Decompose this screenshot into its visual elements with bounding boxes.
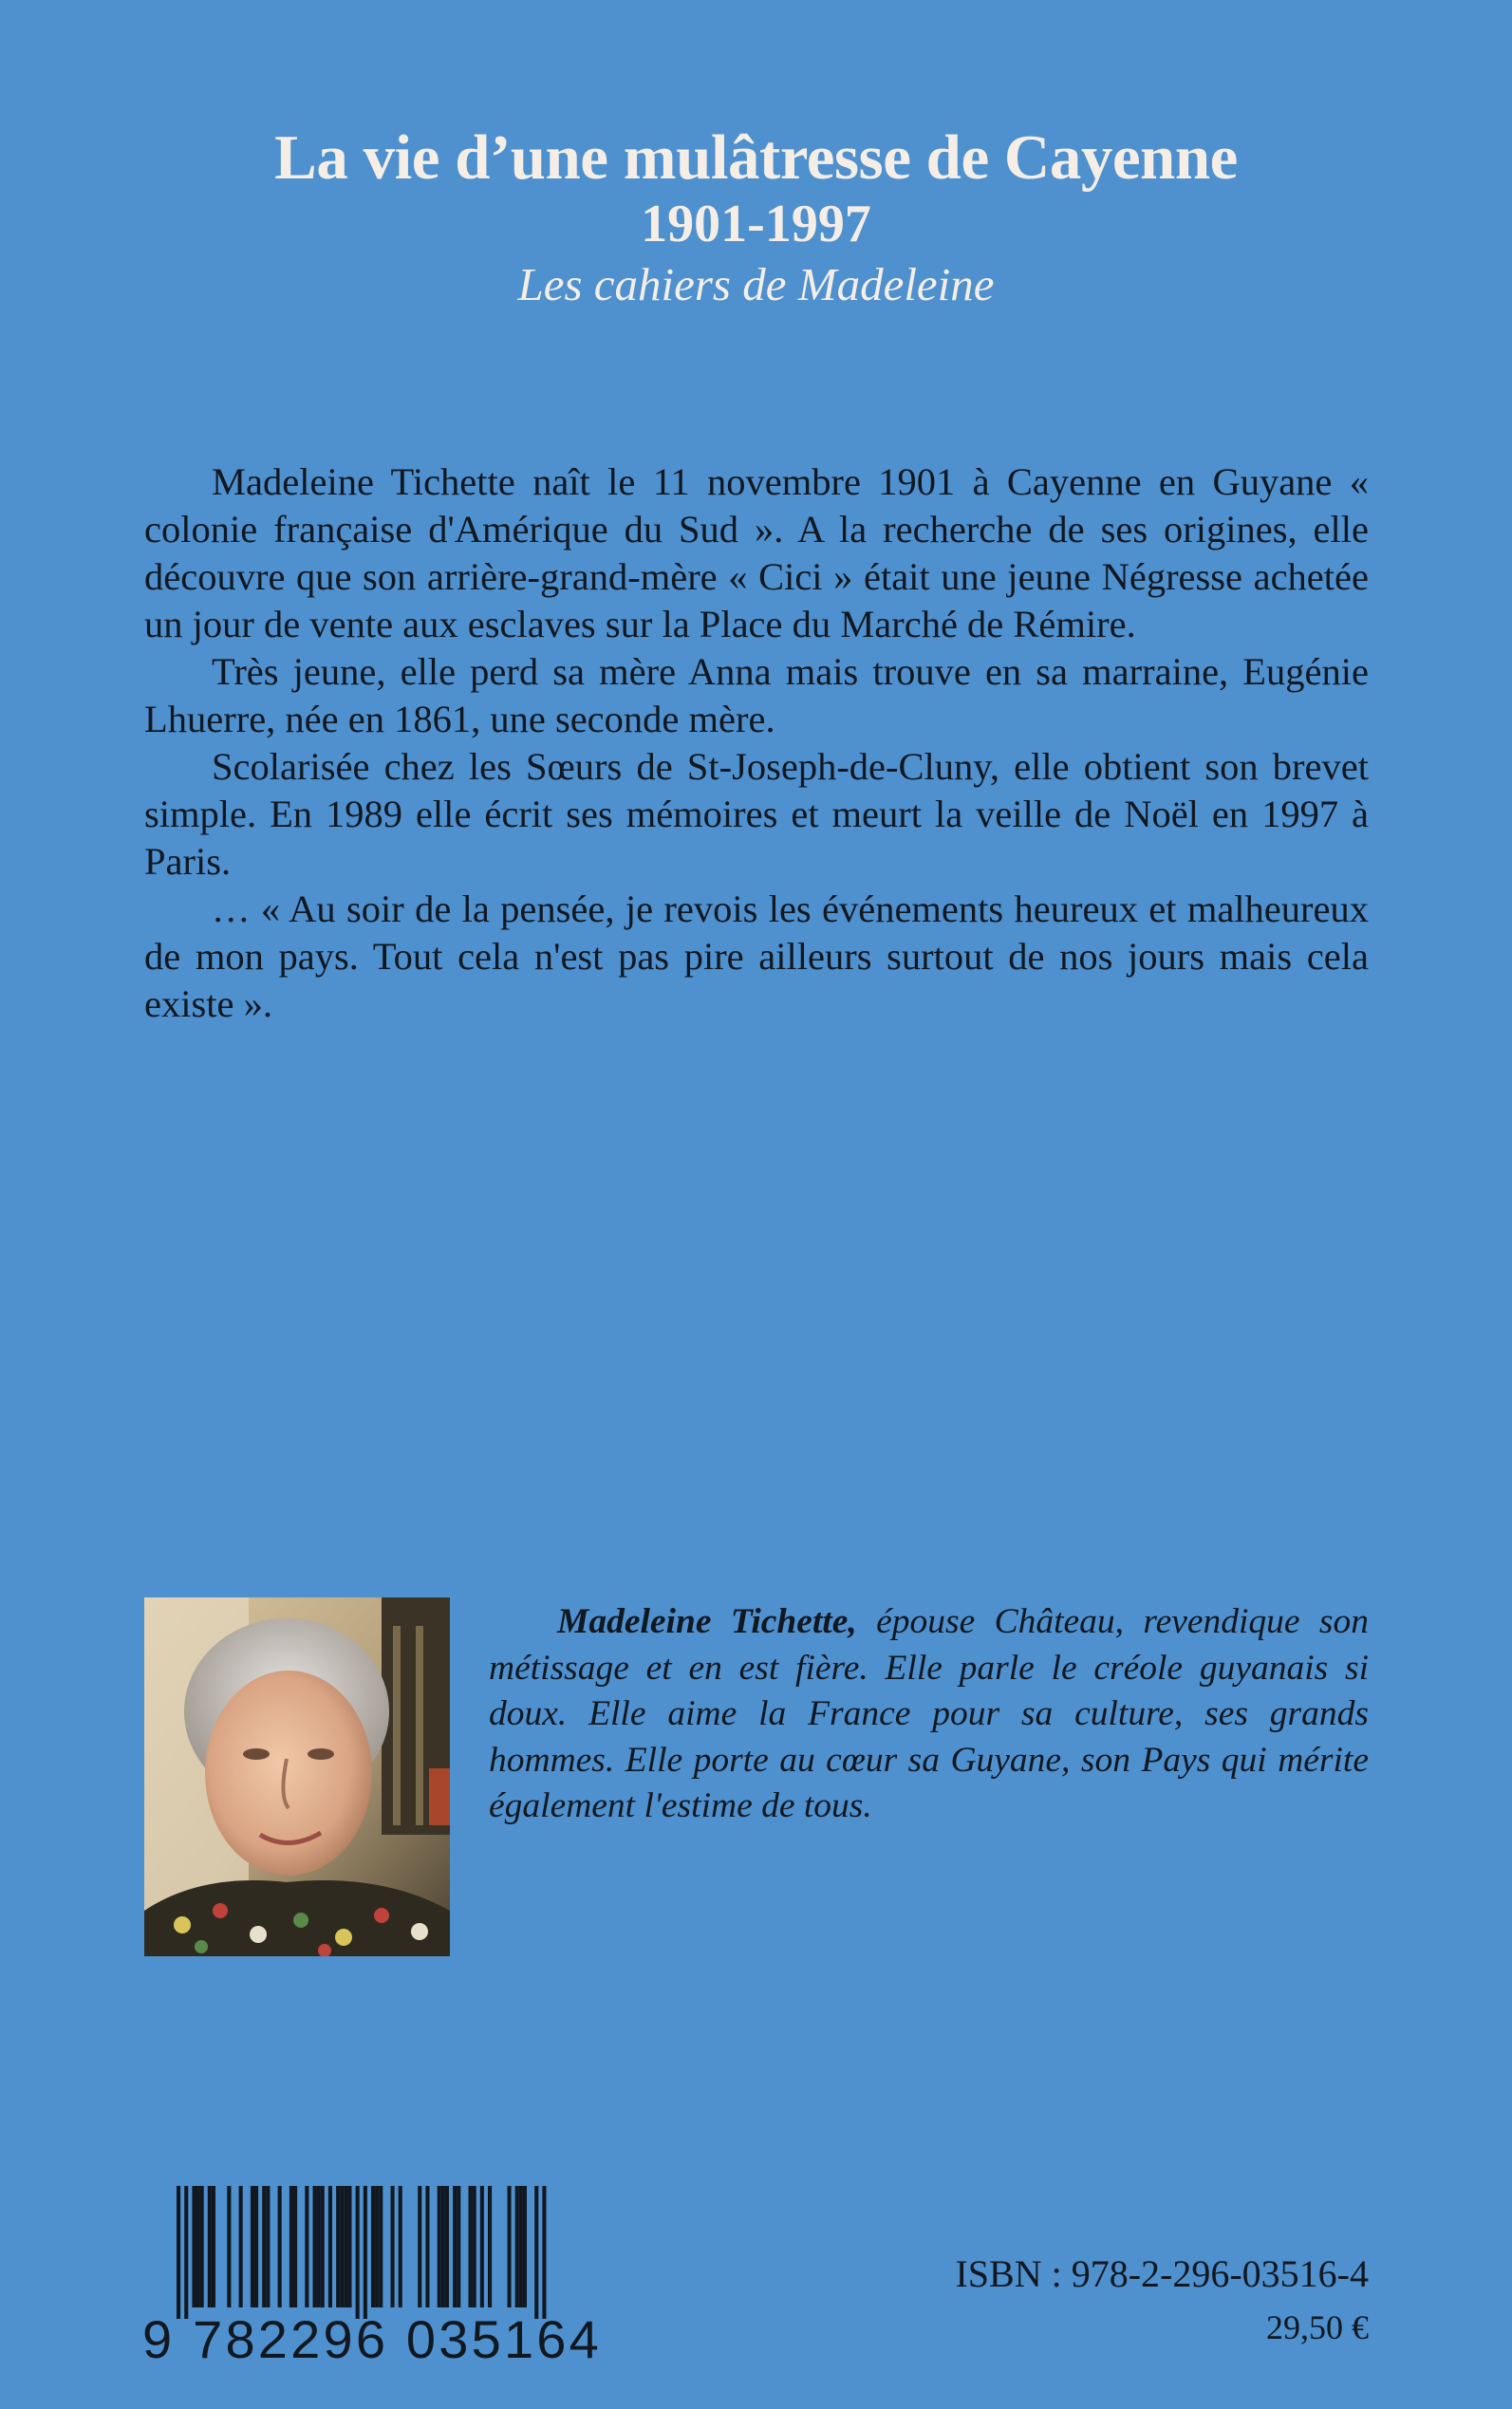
barcode-bar — [441, 2186, 445, 2307]
barcode — [142, 2186, 602, 2369]
blurb-paragraph: Madeleine Tichette naît le 11 novembre 1901 à Cayenne en Guyane « colonie française d'Amérique du Sud ». A la recherche de ses origines, elle découvre que son arrière-grand-mère « Cici » était une jeune Négresse achetée un jour de vente aux esclaves sur la Place du Marché de Rémire. — [144, 460, 1369, 645]
barcode-bar — [371, 2186, 375, 2307]
author-name: Madeleine Tichette, — [557, 1602, 857, 1641]
blurb-paragraph: Scolarisée chez les Sœurs de St-Joseph-de-Cluny, elle obtient son brevet simple. En 1989 elle écrit ses mémoires et meurt la veille de Noël en 1997 à Paris. — [144, 745, 1369, 883]
back-cover-blurb — [144, 458, 1369, 1028]
barcode-bar — [457, 2186, 460, 2307]
barcode-bar — [519, 2186, 523, 2307]
barcode-bar — [453, 2186, 457, 2307]
book-dates: 1901-1997 — [641, 195, 871, 253]
barcode-bar — [239, 2186, 243, 2307]
book-subtitle: Les cahiers de Madeleine — [517, 258, 995, 310]
barcode-bar — [542, 2186, 546, 2319]
barcode-bar — [184, 2186, 188, 2319]
barcode-bar — [425, 2186, 429, 2307]
author-bio — [489, 1599, 1369, 1830]
isbn: ISBN : 978-2-296-03516-4 — [955, 2252, 1369, 2295]
barcode-bar — [262, 2186, 266, 2307]
barcode-bar — [278, 2186, 282, 2307]
book-title: La vie d’une mulâtresse de Cayenne — [274, 122, 1238, 193]
barcode-bar — [480, 2186, 484, 2307]
barcode-bar — [473, 2186, 476, 2307]
barcode-bar — [438, 2186, 441, 2307]
blurb-paragraph: … « Au soir de la pensée, je revois les événements heureux et malheureux de mon pays. Tout cela n'est pas pire ailleurs surtout de nos jours mais cela existe ». — [144, 887, 1369, 1025]
author-portrait-image — [144, 1597, 450, 1956]
barcode-bar — [488, 2186, 492, 2307]
barcode-bar — [418, 2186, 421, 2307]
barcode-bar — [196, 2186, 200, 2307]
barcode-bar — [508, 2186, 512, 2307]
barcode-bar — [336, 2186, 340, 2307]
barcode-bar — [251, 2186, 254, 2307]
barcode-bar — [344, 2186, 347, 2307]
barcode-bar — [391, 2186, 395, 2307]
price: 29,50 € — [1266, 2308, 1369, 2346]
barcode-bar — [364, 2186, 367, 2319]
barcode-bar — [321, 2186, 325, 2307]
barcode-bar — [200, 2186, 204, 2307]
barcode-bar — [347, 2186, 351, 2307]
barcode-bar — [266, 2186, 270, 2307]
barcode-bar — [289, 2186, 293, 2307]
barcode-bar — [379, 2186, 383, 2307]
barcode-bar — [177, 2186, 180, 2319]
barcode-bar — [254, 2186, 258, 2307]
author-bio-text: épouse Château, revendique son métissage et en est fière. Elle parle le créole guyanais si doux. Elle aime la France pour sa culture, ses grands hommes. Elle porte au cœur sa Guyane, son Pays qui mérite également l'estime de tous. — [489, 1602, 1369, 1826]
barcode-bar — [445, 2186, 449, 2307]
cover-header — [0, 121, 1512, 315]
barcode-bar — [328, 2186, 332, 2307]
barcode-bar — [534, 2186, 538, 2319]
barcode-bar — [375, 2186, 379, 2307]
barcode-bar — [523, 2186, 527, 2307]
barcode-bar — [313, 2186, 317, 2307]
barcode-bar — [227, 2186, 231, 2307]
barcode-bars — [142, 2186, 571, 2319]
blurb-paragraph: Très jeune, elle perd sa mère Anna mais trouve en sa marraine, Eugénie Lhuerre, née en 1861, une seconde mère. — [144, 650, 1369, 740]
barcode-digits: 9 782296 035164 — [142, 2309, 602, 2369]
barcode-bar — [212, 2186, 215, 2307]
author-photo — [144, 1597, 450, 1956]
barcode-bar — [399, 2186, 402, 2307]
barcode-bar — [515, 2186, 519, 2307]
barcode-bar — [356, 2186, 360, 2319]
barcode-bar — [192, 2186, 196, 2307]
barcode-bar — [305, 2186, 308, 2307]
barcode-bar — [293, 2186, 297, 2307]
barcode-bar — [469, 2186, 473, 2307]
barcode-bar — [317, 2186, 321, 2307]
barcode-bar — [208, 2186, 212, 2307]
barcode-bar — [340, 2186, 344, 2307]
